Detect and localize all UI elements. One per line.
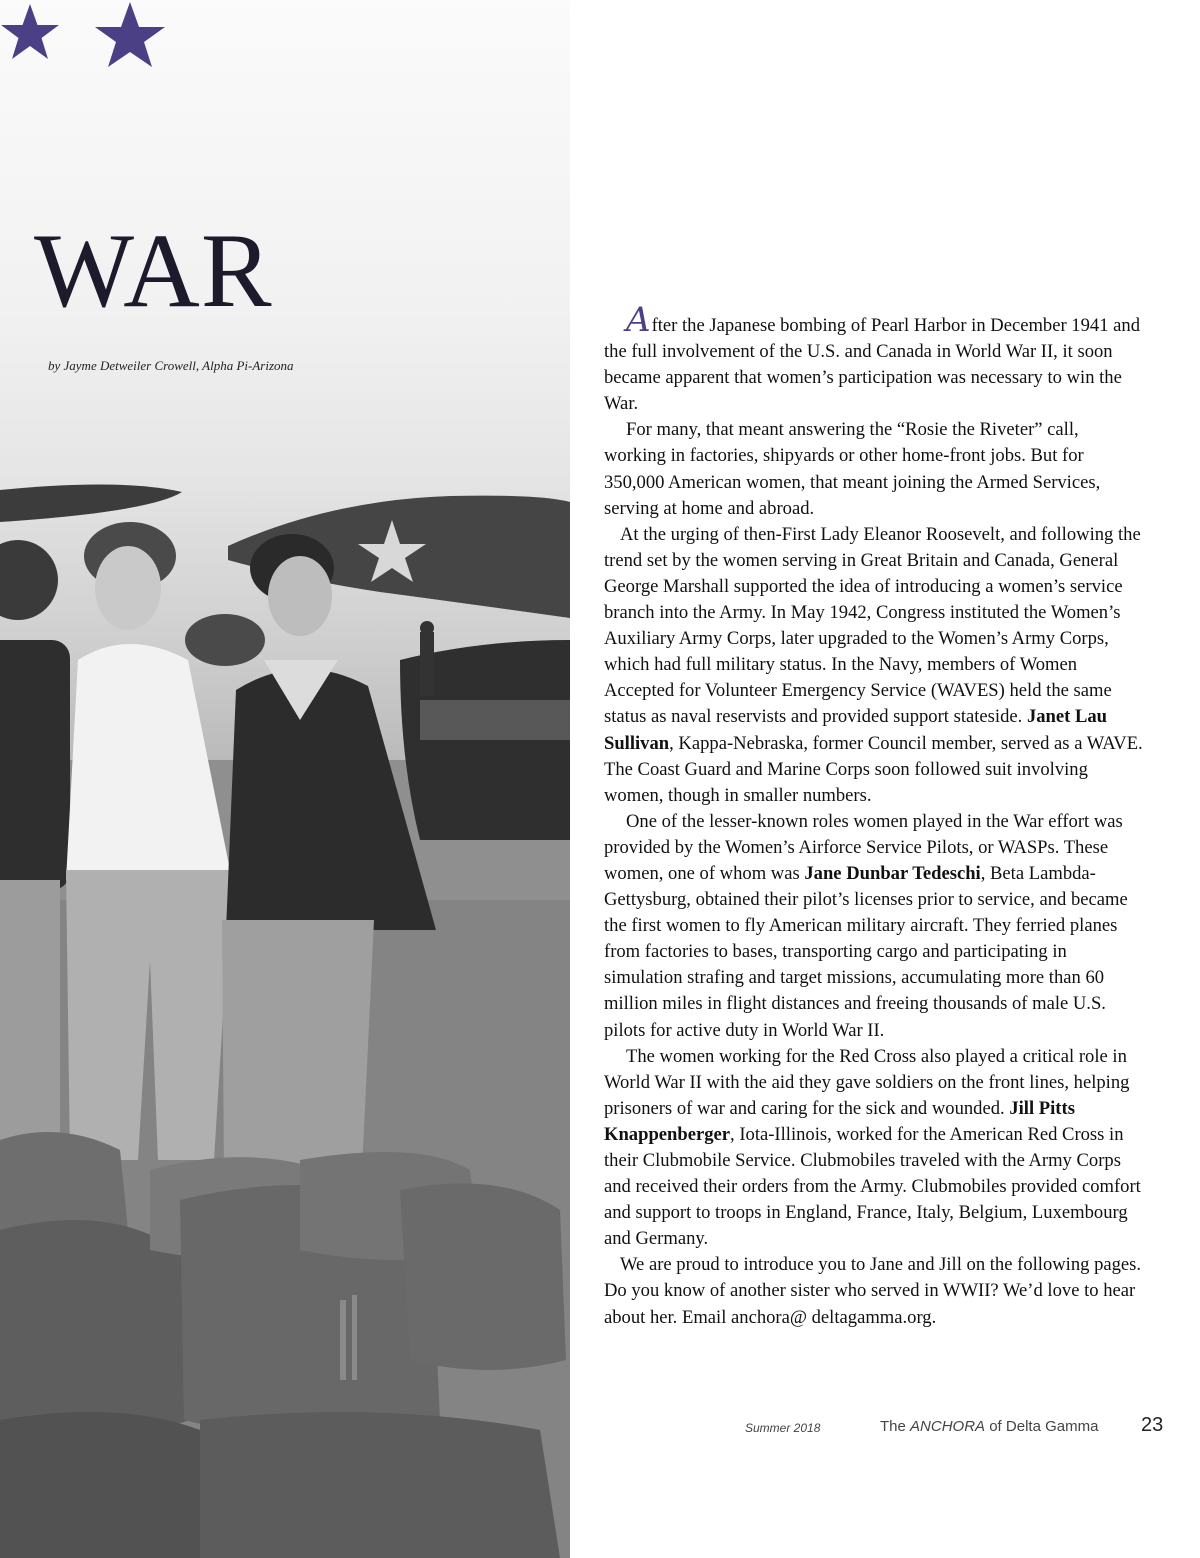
paragraph-1 (604, 300, 1144, 417)
drop-cap: A (626, 300, 651, 340)
paragraph-5 (604, 1044, 1144, 1253)
magazine-name: ANCHORA (910, 1418, 986, 1435)
paragraph-2: For many, that meant answering the “Rosie the Riveter” call, working in factories, shipyards or other home-front jobs. But for 350,000 American women, that meant joining the Armed Services, serving at home and abroad. (604, 419, 1101, 519)
paragraph-3 (604, 522, 1144, 809)
paragraph-text: One of the lesser-known roles women played in the War effort was provided by the Women’s Airforce Service Pilots, or WASPs. These women, one of whom was (604, 810, 1123, 884)
paragraph-4 (604, 809, 1144, 1044)
highlighted-name: Jill Pitts Knappenberger (604, 1097, 1075, 1145)
highlighted-name: Jane Dunbar Tedeschi (804, 862, 981, 884)
paragraph-text: , Kappa-Nebraska, former Council member, served as a WAVE. The Coast Guard and Marine Corps soon followed suit involving women, though in smaller numbers. (604, 732, 1143, 806)
star-icon (1, 4, 59, 59)
star-icon (95, 2, 165, 67)
page-title: WAR (34, 212, 273, 329)
paragraph-text: , Beta Lambda-Gettysburg, obtained their pilot’s licenses prior to service, and became the first women to fly American military aircraft. They ferried planes from factories to bases, transporting cargo and participating in simulation strafing and target missions, accumulating more than 60 million miles in flight distances and freeing thousands of male U.S. pilots for active duty in World War II. (604, 862, 1128, 1041)
page-number: 23 (1141, 1414, 1164, 1436)
paragraph-text: The women working for the Red Cross also played a critical role in World War II with the aid they gave soldiers on the front lines, helping prisoners of war and caring for the sick and wounded. (604, 1045, 1130, 1119)
paragraph-text: , Iota-Illinois, worked for the American Red Cross in their Clubmobile Service. Clubmobiles traveled with the Army Corps and received their orders from the Army. Clubmobiles provided comfort and support to troops in England, France, Italy, Belgium, Luxembourg and Germany. (604, 1123, 1141, 1250)
paragraph-6: We are proud to introduce you to Jane and Jill on the following pages. Do you know of another sister who served in WWII? We’d love to hear about her. Email anchora@ deltagamma.org. (604, 1254, 1142, 1328)
magazine-prefix: The (880, 1418, 906, 1435)
issue-season: Summer 2018 (745, 1421, 821, 1435)
wwii-photo (0, 0, 570, 1558)
byline: by Jayme Detweiler Crowell, Alpha Pi-Arizona (48, 358, 294, 373)
decorative-stars (0, 0, 170, 80)
paragraph-text: fter the Japanese bombing of Pearl Harbor in December 1941 and the full involvement of the U.S. and Canada in World War II, it soon became apparent that women’s participation was necessary to win the War. (604, 315, 1140, 415)
paragraph-text: At the urging of then-First Lady Eleanor Roosevelt, and following the trend set by the women serving in Great Britain and Canada, General George Marshall supported the idea of introducing a women’s service branch into the Army. In May 1942, Congress instituted the Women’s Auxiliary Army Corps, later upgraded to the Women’s Army Corps, which had full military status. In the Navy, members of Women Accepted for Volunteer Emergency Service (WAVES) held the same status as naval reservists and provided support stateside. (604, 523, 1141, 728)
magazine-title (880, 1418, 1098, 1435)
highlighted-name: Janet Lau Sullivan (604, 706, 1108, 754)
article-body (604, 300, 1144, 1331)
magazine-suffix: of Delta Gamma (989, 1418, 1099, 1435)
page-footer (0, 1416, 1200, 1456)
